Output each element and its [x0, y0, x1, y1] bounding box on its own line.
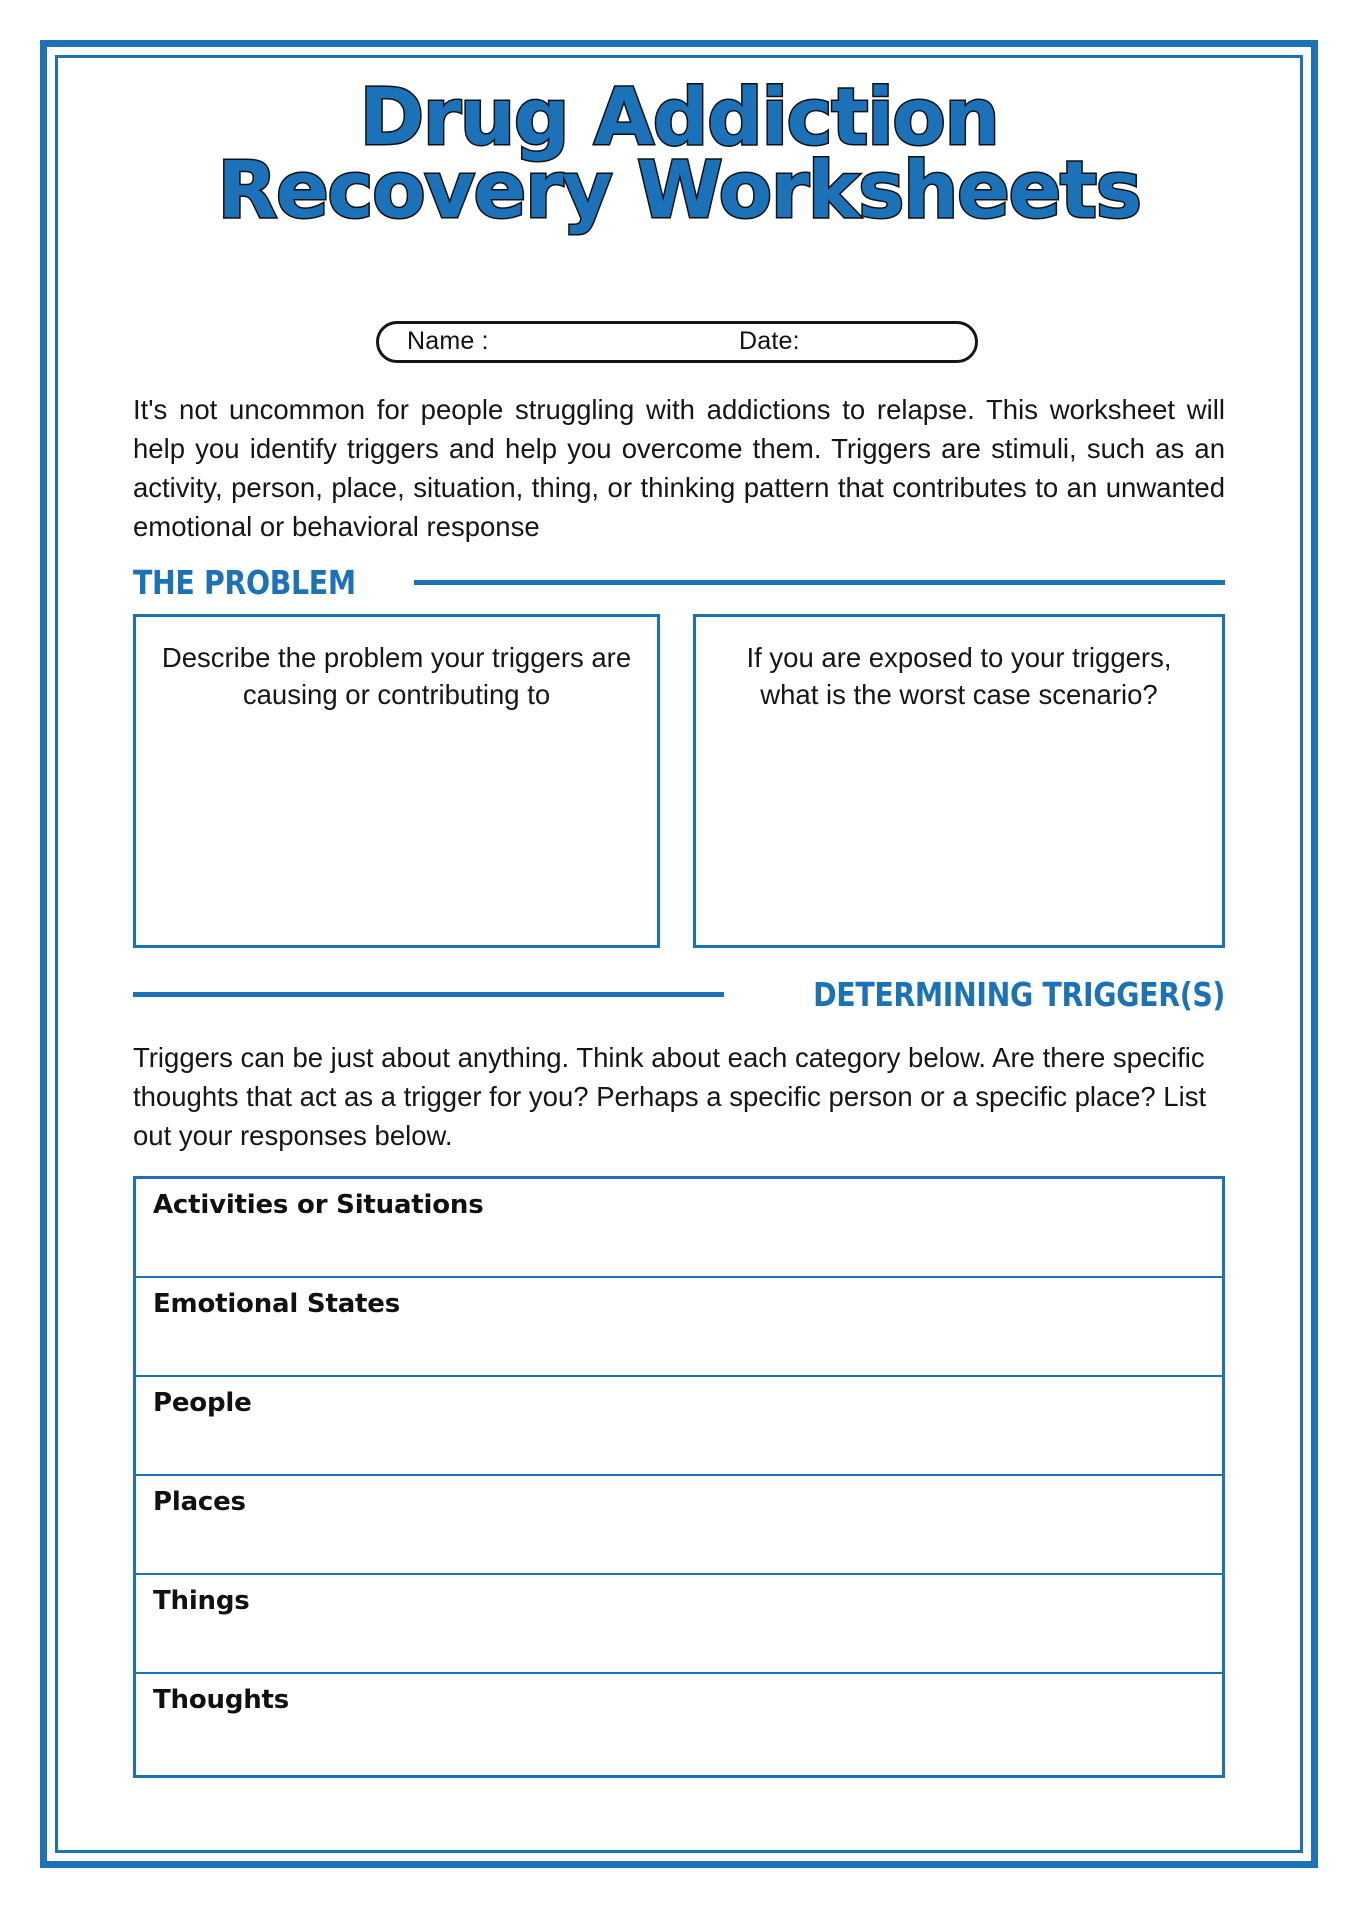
category-label-thoughts: Thoughts: [153, 1685, 290, 1715]
name-label: Name :: [407, 326, 489, 355]
name-date-field[interactable]: [376, 321, 978, 363]
title-line-2: Recovery Worksheets: [217, 145, 1141, 236]
problem-box-right[interactable]: [693, 614, 1225, 948]
problem-box-left-prompt: Describe the problem your triggers are causing or contributing to: [161, 642, 632, 711]
trigger-categories-table: [133, 1176, 1225, 1778]
heading-rule: [414, 580, 1225, 585]
section-heading-determining-triggers: [133, 975, 1225, 1014]
table-row[interactable]: [136, 1377, 1222, 1476]
intro-paragraph: It's not uncommon for people struggling with addictions to relapse. This worksheet will help you identify triggers and help you overcome them. Triggers are stimuli, such as an activity, person, place, situation, thing, or thinking pattern that contributes to an unwanted emotional or behavioral response: [133, 394, 1225, 543]
section-heading-the-problem: [133, 563, 1225, 602]
triggers-paragraph: Triggers can be just about anything. Think about each category below. Are there specific thoughts that act as a trigger for you? Perhaps a specific person or a specific place? List out your responses below.: [133, 1042, 1207, 1152]
table-row[interactable]: [136, 1278, 1222, 1377]
category-label-places: Places: [153, 1487, 246, 1517]
section-heading-determining-triggers-label: DETERMINING TRIGGER(S): [813, 975, 1225, 1014]
table-row[interactable]: [136, 1476, 1222, 1575]
category-label-things: Things: [153, 1586, 250, 1616]
page-title: [90, 73, 1268, 236]
section-heading-the-problem-label: THE PROBLEM: [133, 563, 356, 602]
problem-box-left[interactable]: [133, 614, 660, 948]
date-label: Date:: [739, 326, 800, 355]
table-row[interactable]: [136, 1674, 1222, 1775]
title-line-1: Drug Addiction: [359, 73, 999, 163]
table-row[interactable]: [136, 1575, 1222, 1674]
category-label-people: People: [153, 1388, 252, 1418]
heading-rule: [133, 992, 724, 997]
category-label-activities-or-situations: Activities or Situations: [153, 1190, 484, 1220]
category-label-emotional-states: Emotional States: [153, 1289, 400, 1319]
problem-box-right-prompt: If you are exposed to your triggers, what is the worst case scenario?: [746, 642, 1172, 711]
table-row[interactable]: [136, 1179, 1222, 1278]
